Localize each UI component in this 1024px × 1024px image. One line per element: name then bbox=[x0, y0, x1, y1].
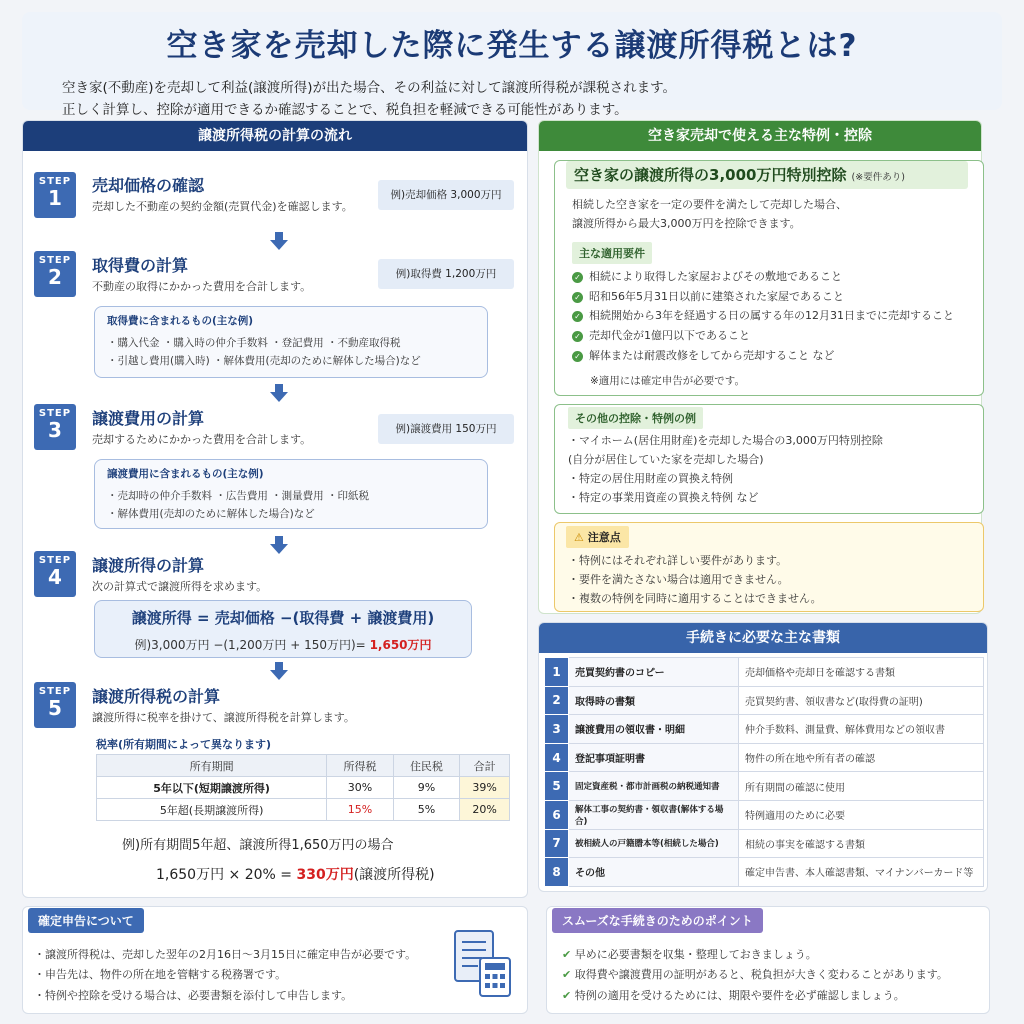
step-5-desc: 譲渡所得に税率を掛けて、譲渡所得税を計算します。 bbox=[92, 711, 355, 724]
formula-example: 例)3,000万円 −(1,200万円 + 150万円)= 1,650万円 bbox=[134, 638, 432, 652]
filing-line: ・特例や控除を受ける場合は、必要書類を添付して申告します。 bbox=[34, 989, 353, 1002]
step-3-desc: 売却するためにかかった費用を合計します。 bbox=[92, 433, 312, 446]
filing-tag: 確定申告について bbox=[28, 908, 144, 933]
step-4-badge: STEP 4 bbox=[34, 551, 76, 597]
calc-result-line: 1,650万円 × 20% = 330万円(譲渡所得税) bbox=[156, 867, 435, 883]
document-calculator-icon bbox=[452, 928, 514, 1000]
main-deduction-desc-2: 譲渡所得から最大3,000万円を控除できます。 bbox=[572, 217, 801, 230]
requirement-footnote: ※適用には確定申告が必要です。 bbox=[590, 375, 745, 387]
acquisition-cost-box bbox=[94, 306, 488, 378]
step-4-desc: 次の計算式で譲渡所得を求めます。 bbox=[92, 580, 268, 593]
documents-table bbox=[544, 657, 984, 887]
acquisition-cost-title: 取得費に含まれるもの(主な例) bbox=[107, 315, 254, 327]
table-row: 7 被相続人の戸籍謄本等(相続した場合) 相続の事実を確認する書類 bbox=[545, 829, 984, 858]
tip-item: ✔ 特例の適用を受けるためには、期限や要件を必ず確認しましょう。 bbox=[562, 989, 905, 1002]
check-icon: ✓ bbox=[572, 292, 583, 303]
table-row: 5年以下(短期譲渡所得) 30% 9% 39% bbox=[97, 777, 510, 799]
acquisition-cost-row-1: ・購入代金 ・購入時の仲介手数料 ・登記費用 ・不動産取得税 bbox=[107, 337, 401, 349]
calc-flow-title: 譲渡所得税の計算の流れ bbox=[23, 121, 527, 151]
requirement-item: ✓ 相続開始から3年を経過する日の属する年の12月31日までに売却すること bbox=[572, 307, 954, 323]
caution-item: ・要件を満たさない場合は適用できません。 bbox=[568, 573, 789, 586]
table-row: 2 取得時の書類 売買契約書、領収書など(取得費の証明) bbox=[545, 686, 984, 715]
other-item: (自分が居住していた家を売却した場合) bbox=[568, 453, 764, 466]
requirement-item: ✓ 昭和56年5月31日以前に建築された家屋であること bbox=[572, 288, 844, 304]
arrow-down-icon bbox=[270, 240, 288, 250]
other-item: ・マイホーム(居住用財産)を売却した場合の3,000万円特別控除 bbox=[568, 434, 883, 447]
capital-gain-formula bbox=[94, 600, 472, 658]
main-deduction-note: (※要件あり) bbox=[851, 172, 905, 183]
requirement-item: ✓ 解体または耐震改修をしてから売却すること など bbox=[572, 347, 835, 363]
transfer-cost-row-2: ・解体費用(売却のために解体した場合)など bbox=[107, 508, 315, 520]
requirement-item: ✓ 売却代金が1億円以下であること bbox=[572, 327, 750, 343]
other-deductions-tag: その他の控除・特例の例 bbox=[568, 407, 703, 429]
main-deduction-title: 空き家の譲渡所得の3,000万円特別控除 bbox=[574, 166, 847, 184]
arrow-down-icon bbox=[270, 392, 288, 402]
check-icon: ✓ bbox=[572, 351, 583, 362]
check-icon: ✔ bbox=[562, 948, 572, 961]
step-3-title: 譲渡費用の計算 bbox=[92, 409, 205, 428]
arrow-down-icon bbox=[270, 544, 288, 554]
calc-example: 例)所有期間5年超、譲渡所得1,650万円の場合 bbox=[122, 838, 394, 853]
rate-header: 所有期間 bbox=[97, 755, 327, 777]
acquisition-cost-row-2: ・引越し費用(購入時) ・解体費用(売却のために解体した場合)など bbox=[107, 355, 421, 367]
main-deduction-title-bar bbox=[566, 161, 968, 189]
caution-item: ・特例にはそれぞれ詳しい要件があります。 bbox=[568, 554, 788, 567]
transfer-cost-box bbox=[94, 459, 488, 529]
table-row: 5 固定資産税・都市計画税の納税通知書 所有期間の確認に使用 bbox=[545, 772, 984, 801]
step-1-badge: STEP 1 bbox=[34, 172, 76, 218]
step-1-title: 売却価格の確認 bbox=[92, 176, 205, 195]
table-row: 8 その他 確定申告書、本人確認書類、マイナンバーカード等 bbox=[545, 858, 984, 887]
check-icon: ✓ bbox=[572, 331, 583, 342]
transfer-cost-row-1: ・売却時の仲介手数料 ・広告費用 ・測量費用 ・印紙税 bbox=[107, 490, 370, 502]
table-row: 3 譲渡費用の領収書・明細 仲介手数料、測量費、解体費用などの領収書 bbox=[545, 715, 984, 744]
step-1-example: 例)売却価格 3,000万円 bbox=[378, 180, 514, 210]
check-icon: ✓ bbox=[572, 311, 583, 322]
rate-title: 税率(所有期間によって異なります) bbox=[96, 738, 272, 751]
arrow-down-icon bbox=[270, 670, 288, 680]
other-item: ・特定の居住用財産の買換え特例 bbox=[568, 472, 733, 485]
tip-item: ✔ 早めに必要書類を収集・整理しておきましょう。 bbox=[562, 948, 817, 961]
step-3-example: 例)譲渡費用 150万円 bbox=[378, 414, 514, 444]
intro-line-2: 正しく計算し、控除が適用できるか確認することで、税負担を軽減できる可能性があります。 bbox=[62, 102, 628, 118]
page-title: 空き家を売却した際に発生する譲渡所得税とは? bbox=[166, 28, 858, 64]
formula-main: 譲渡所得 = 売却価格 −(取得費 + 譲渡費用) bbox=[131, 609, 435, 627]
requirement-item: ✓ 相続により取得した家屋およびその敷地であること bbox=[572, 268, 842, 284]
formula-result: 1,650万円 bbox=[369, 638, 432, 652]
step-2-desc: 不動産の取得にかかった費用を合計します。 bbox=[92, 280, 312, 293]
table-row: 5年超(長期譲渡所得) 15% 5% 20% bbox=[97, 799, 510, 821]
filing-line: ・譲渡所得税は、売却した翌年の2月16日〜3月15日に確定申告が必要です。 bbox=[34, 948, 417, 961]
step-2-badge: STEP 2 bbox=[34, 251, 76, 297]
step-5-badge: STEP 5 bbox=[34, 682, 76, 728]
other-item: ・特定の事業用資産の買換え特例 など bbox=[568, 491, 759, 504]
caution-item: ・複数の特例を同時に適用することはできません。 bbox=[568, 592, 822, 605]
calc-result: 330万円 bbox=[296, 867, 354, 883]
table-row: 4 登記事項証明書 物件の所在地や所有者の確認 bbox=[545, 743, 984, 772]
rate-header: 住民税 bbox=[393, 755, 459, 777]
step-5-title: 譲渡所得税の計算 bbox=[92, 687, 221, 706]
transfer-cost-title: 譲渡費用に含まれるもの(主な例) bbox=[107, 468, 264, 480]
step-1-desc: 売却した不動産の契約金額(売買代金)を確認します。 bbox=[92, 200, 353, 213]
requirements-tag: 主な適用要件 bbox=[572, 242, 652, 264]
check-icon: ✓ bbox=[572, 272, 583, 283]
step-3-badge: STEP 3 bbox=[34, 404, 76, 450]
tip-item: ✔ 取得費や譲渡費用の証明があると、税負担が大きく変わることがあります。 bbox=[562, 968, 948, 981]
table-row: 6 解体工事の契約書・領収書(解体する場合) 特例適用のために必要 bbox=[545, 800, 984, 829]
table-row: 1 売買契約書のコピー 売却価格や売却日を確認する書類 bbox=[545, 658, 984, 687]
rate-header: 合計 bbox=[460, 755, 510, 777]
tax-rate-table bbox=[96, 754, 510, 821]
special-deductions-title: 空き家売却で使える主な特例・控除 bbox=[539, 121, 981, 151]
intro-line-1: 空き家(不動産)を売却して利益(譲渡所得)が出た場合、その利益に対して譲渡所得税が課税されます。 bbox=[62, 80, 676, 96]
step-2-title: 取得費の計算 bbox=[92, 256, 189, 275]
documents-title: 手続きに必要な主な書類 bbox=[539, 623, 987, 653]
rate-header: 所得税 bbox=[327, 755, 393, 777]
warning-icon: ⚠ bbox=[574, 531, 584, 544]
main-deduction-desc-1: 相続した空き家を一定の要件を満たして売却した場合、 bbox=[572, 198, 847, 211]
caution-tag: ⚠ 注意点 bbox=[566, 526, 629, 548]
check-icon: ✔ bbox=[562, 989, 572, 1002]
page-header bbox=[22, 12, 1002, 118]
check-icon: ✔ bbox=[562, 968, 572, 981]
step-4-title: 譲渡所得の計算 bbox=[92, 556, 205, 575]
filing-line: ・申告先は、物件の所在地を管轄する税務署です。 bbox=[34, 968, 287, 981]
tips-tag: スムーズな手続きのためのポイント bbox=[552, 908, 763, 933]
step-2-example: 例)取得費 1,200万円 bbox=[378, 259, 514, 289]
